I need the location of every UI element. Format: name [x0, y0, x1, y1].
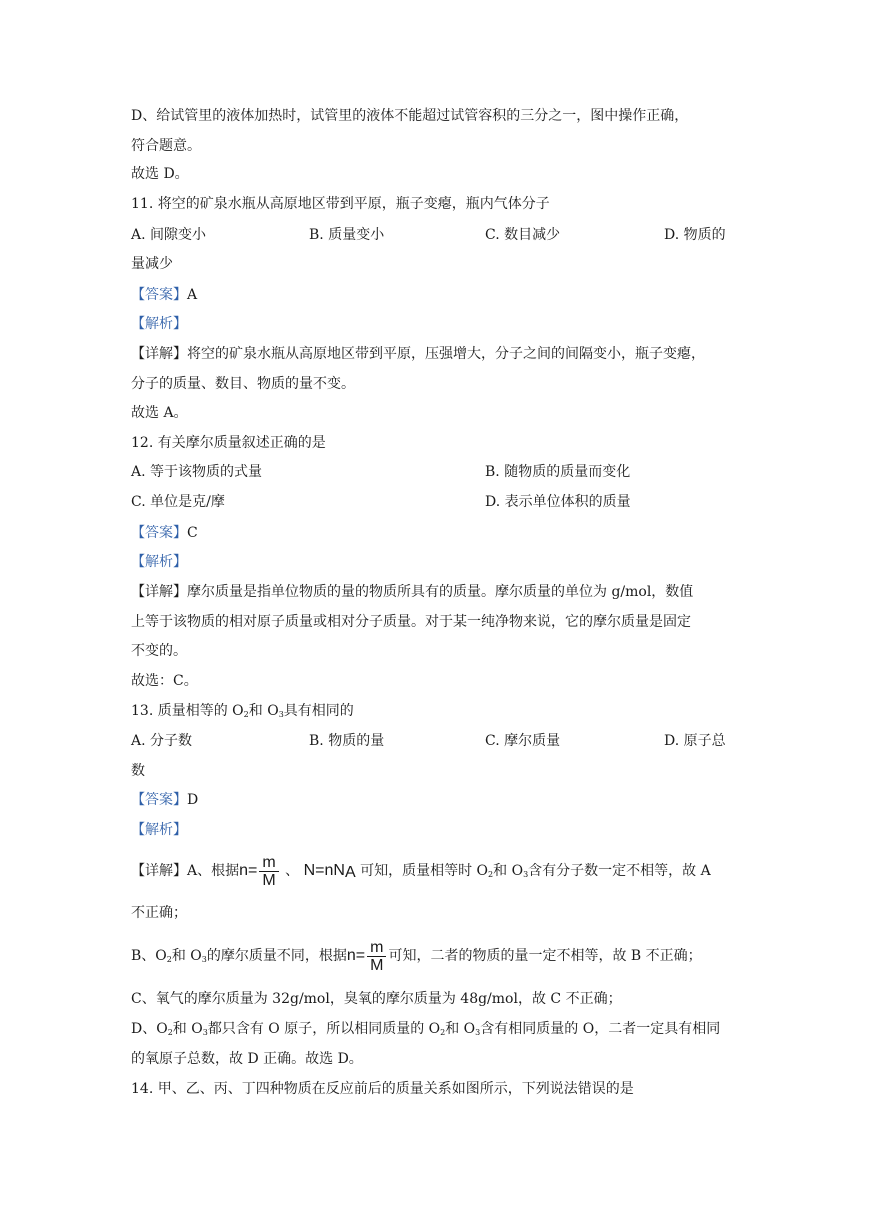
detail-text: B、O [131, 948, 167, 964]
detail-label: 【详解】 [131, 346, 187, 362]
detail-text: A、根据 [187, 863, 240, 879]
subscript: 2 [440, 1028, 446, 1037]
q13-option-a: A. 分子数 [131, 733, 193, 749]
stem-text: 和 O [248, 703, 279, 719]
q11-detail-1 [131, 345, 705, 363]
subscript: 3 [523, 870, 529, 879]
stem-text: 13. 质量相等的 O [131, 703, 244, 719]
q11-option-d: D. 物质的 [664, 227, 726, 243]
q13-answer [131, 791, 198, 809]
q12-analysis-label: 【解析】 [131, 554, 187, 570]
q12-option-a: A. 等于该物质的式量 [131, 464, 263, 480]
q13-stem [131, 702, 354, 724]
subscript: A [344, 864, 356, 881]
numerator: m [259, 854, 278, 872]
q12-option-d: D. 表示单位体积的质量 [485, 494, 631, 510]
q13-detail-c: C、氧气的摩尔质量为 32g/mol，臭氧的摩尔质量为 48g/mol，故 C 不正确； [131, 991, 622, 1007]
denominator: M [370, 956, 384, 974]
formula-n: n= [346, 947, 366, 964]
fraction-m-over-M [259, 854, 278, 889]
q12-option-c: C. 单位是克/摩 [131, 494, 225, 510]
q13-option-b: B. 物质的量 [309, 733, 385, 749]
q13-detail-b [131, 938, 702, 978]
q12-conclusion: 故选：C。 [131, 673, 198, 689]
stem-text: 具有相同的 [283, 703, 354, 719]
detail-label: 【详解】 [131, 584, 187, 600]
formula-n: n= [239, 862, 258, 879]
q12-option-b: B. 随物质的质量而变化 [485, 464, 631, 480]
q11-answer [131, 286, 197, 304]
detail-text: 可知，二者的物质的量一定不相等，故 B 不正确； [388, 948, 702, 964]
prev-conclusion: 故选 D。 [131, 166, 189, 182]
subscript: 3 [202, 1028, 208, 1037]
answer-value: C [187, 525, 198, 541]
subscript: 3 [201, 955, 207, 964]
q13-detail-d-wrap: 的氧原子总数，故 D 正确。故选 D。 [131, 1051, 363, 1067]
q12-stem: 12. 有关摩尔质量叙述正确的是 [131, 435, 326, 451]
q11-conclusion: 故选 A。 [131, 405, 188, 421]
detail-text: 含有分子数一定不相等，故 A [528, 863, 711, 879]
detail-text: 摩尔质量是指单位物质的量的物质所具有的质量。摩尔质量的单位为 g/mol，数值 [187, 584, 694, 600]
q12-detail-1 [131, 583, 693, 601]
q11-option-b: B. 质量变小 [309, 227, 385, 243]
subscript: 3 [475, 1028, 481, 1037]
detail-text: 和 O [445, 1021, 476, 1037]
q11-option-d-wrap: 量减少 [131, 256, 173, 272]
detail-text: 含有相同质量的 O，二者一定具有相同 [480, 1021, 721, 1037]
numerator: m [367, 939, 386, 957]
q11-stem: 11. 将空的矿泉水瓶从高原地区带到平原，瓶子变瘪，瓶内气体分子 [131, 196, 550, 212]
q12-detail-3: 不变的。 [131, 643, 187, 659]
separator: 、 [280, 863, 304, 879]
denominator: M [262, 871, 276, 889]
detail-text: 和 O [172, 1021, 203, 1037]
detail-text: 都只含有 O 原子，所以相同质量的 O [207, 1021, 441, 1037]
q13-detail-a [131, 853, 711, 893]
subscript: 2 [167, 1028, 173, 1037]
detail-text: 和 O [493, 863, 524, 879]
q13-option-d-wrap: 数 [131, 763, 145, 779]
q12-detail-2: 上等于该物质的相对原子质量或相对分子质量。对于某一纯净物来说，它的摩尔质量是固定 [131, 614, 691, 630]
q14-stem: 14. 甲、乙、丙、丁四种物质在反应前后的质量关系如图所示，下列说法错误的是 [131, 1081, 634, 1097]
detail-text: 的摩尔质量不同，根据 [206, 948, 347, 964]
q13-analysis-label: 【解析】 [131, 822, 187, 838]
subscript: 2 [166, 955, 172, 964]
subscript: 3 [278, 710, 284, 719]
answer-value: A [187, 287, 198, 303]
prev-line-2: 符合题意。 [131, 138, 201, 154]
answer-label: 【答案】 [131, 287, 187, 303]
q13-option-c: C. 摩尔质量 [485, 733, 561, 749]
detail-text: 可知，质量相等时 O [355, 863, 489, 879]
detail-text: 和 O [171, 948, 202, 964]
answer-label: 【答案】 [131, 525, 187, 541]
subscript: 2 [488, 870, 494, 879]
formula-N: N=nN [303, 862, 345, 879]
subscript: 2 [243, 710, 249, 719]
q11-analysis-label: 【解析】 [131, 316, 187, 332]
q11-option-a: A. 间隙变小 [131, 227, 207, 243]
q13-detail-a-wrap: 不正确； [131, 905, 187, 921]
detail-text: 将空的矿泉水瓶从高原地区带到平原，压强增大，分子之间的间隔变小，瓶子变瘪， [187, 346, 705, 362]
detail-label: 【详解】 [131, 863, 187, 879]
q11-detail-2: 分子的质量、数目、物质的量不变。 [131, 376, 355, 392]
fraction-m-over-M [367, 939, 386, 974]
answer-label: 【答案】 [131, 792, 187, 808]
prev-line-1: D、给试管里的液体加热时，试管里的液体不能超过试管容积的三分之一，图中操作正确， [131, 108, 689, 124]
q11-option-c: C. 数目减少 [485, 227, 561, 243]
answer-value: D [187, 792, 199, 808]
detail-text: D、O [131, 1021, 168, 1037]
q13-option-d: D. 原子总 [664, 733, 726, 749]
q13-detail-d [131, 1020, 720, 1042]
q12-answer [131, 524, 198, 542]
